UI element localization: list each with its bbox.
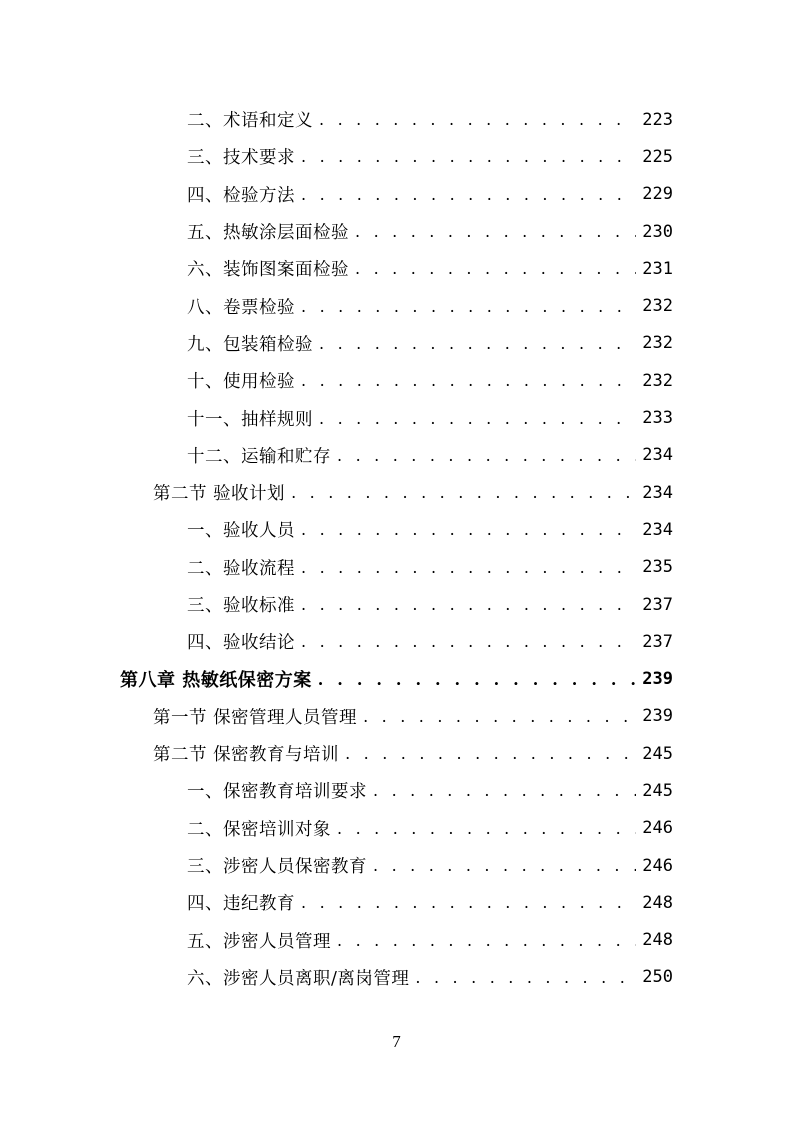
toc-entry-page: 235 [642,557,673,578]
toc-leader-dots [337,931,636,950]
toc-entry-title: 第二节 保密教育与培训 [153,745,340,766]
toc-entry[interactable] [0,810,793,847]
toc-entry-title: 五、涉密人员管理 [187,931,331,952]
toc-entry-page: 225 [642,146,673,167]
toc-leader-dots [291,483,636,502]
toc-entry[interactable] [0,399,793,436]
toc-entry-page: 232 [642,333,673,354]
toc-entry[interactable] [0,474,793,511]
toc-leader-dots [301,520,636,539]
toc-leader-dots [301,147,636,166]
toc-leader-dots [415,968,636,987]
toc-entry-page: 246 [642,818,673,839]
toc-entry-page: 234 [642,482,673,503]
toc-leader-dots [301,632,636,651]
toc-entry[interactable] [0,735,793,772]
toc-entry-page: 248 [642,930,673,951]
toc-leader-dots [301,893,636,912]
toc-entry[interactable] [0,698,793,735]
toc-entry-title: 三、涉密人员保密教育 [187,857,367,878]
toc-entry[interactable] [0,362,793,399]
toc-leader-dots [363,707,636,726]
toc-entry[interactable] [0,922,793,959]
toc-entry-title: 六、装饰图案面检验 [187,260,349,281]
toc-leader-dots [319,110,636,129]
toc-entry-page: 232 [642,296,673,317]
toc-entry[interactable] [0,847,793,884]
toc-entry[interactable] [0,884,793,921]
toc-leader-dots [337,819,636,838]
toc-entry-title: 十二、运输和贮存 [187,446,331,467]
toc-entry-page: 245 [642,780,673,801]
toc-entry[interactable] [0,586,793,623]
toc-entry[interactable] [0,511,793,548]
toc-leader-dots [373,856,636,875]
toc-entry[interactable] [0,660,793,697]
toc-leader-dots [319,334,636,353]
toc-entry-title: 六、涉密人员离职/离岗管理 [187,968,410,989]
toc-entry-page: 232 [642,370,673,391]
toc-entry[interactable] [0,213,793,250]
toc-entry[interactable] [0,437,793,474]
toc-entry-title: 九、包装箱检验 [187,334,313,355]
toc-leader-dots [301,371,636,390]
toc-entry-page: 234 [642,519,673,540]
toc-entry-page: 234 [642,445,673,466]
toc-entry-title: 一、验收人员 [187,521,295,542]
toc-entry[interactable] [0,325,793,362]
toc-entry-page: 239 [642,706,673,727]
toc-entry[interactable] [0,250,793,287]
toc-leader-dots [337,446,636,465]
toc-entry[interactable] [0,549,793,586]
toc-entry[interactable] [0,959,793,996]
toc-entry-page: 229 [642,184,673,205]
toc-entry-title: 第二节 验收计划 [153,484,286,505]
toc-entry-title: 二、验收流程 [187,558,295,579]
toc-entry-page: 230 [642,221,673,242]
toc-entry-title: 四、检验方法 [187,185,295,206]
toc-entry-page: 250 [642,967,673,988]
page-number: 7 [392,1032,401,1051]
toc-leader-dots [355,222,636,241]
toc-entry[interactable] [0,623,793,660]
toc-entry[interactable] [0,287,793,324]
toc-entry-title: 一、保密教育培训要求 [187,782,367,803]
toc-leader-dots [373,781,636,800]
toc-entry-title: 八、卷票检验 [187,297,295,318]
toc-entry[interactable] [0,101,793,138]
toc-leader-dots [301,185,636,204]
toc-entry-title: 二、保密培训对象 [187,819,331,840]
toc-entry-title: 十一、抽样规则 [187,409,313,430]
toc-leader-dots [345,744,636,763]
toc-entry-page: 231 [642,258,673,279]
toc-entry[interactable] [0,772,793,809]
toc-entry-title: 五、热敏涂层面检验 [187,223,349,244]
toc-entry-page: 246 [642,855,673,876]
toc-entry-page: 237 [642,631,673,652]
toc-entry-title: 十、使用检验 [187,372,295,393]
toc-leader-dots [355,259,636,278]
toc-entry-title: 四、违纪教育 [187,894,295,915]
toc-leader-dots [318,670,637,689]
toc-entry[interactable] [0,138,793,175]
toc-entry-page: 239 [642,669,673,690]
toc-entry-page: 223 [642,109,673,130]
toc-leader-dots [301,297,636,316]
toc-entry-title: 三、验收标准 [187,596,295,616]
toc-entry[interactable] [0,176,793,213]
toc-entry-page: 233 [642,408,673,429]
toc-entry-title: 第八章 热敏纸保密方案 [120,670,312,692]
toc-entry-page: 248 [642,892,673,913]
toc-leader-dots [319,409,636,428]
toc-entry-page: 245 [642,743,673,764]
toc-entry-page: 237 [642,594,673,615]
toc-entry-title: 二、术语和定义 [187,111,313,132]
toc-leader-dots [301,558,636,577]
toc-leader-dots [301,595,636,614]
toc-entry-title: 第一节 保密管理人员管理 [153,707,358,728]
toc-entry-title: 三、技术要求 [187,148,295,169]
toc-entry-title: 四、验收结论 [187,633,295,654]
table-of-contents [0,101,793,996]
